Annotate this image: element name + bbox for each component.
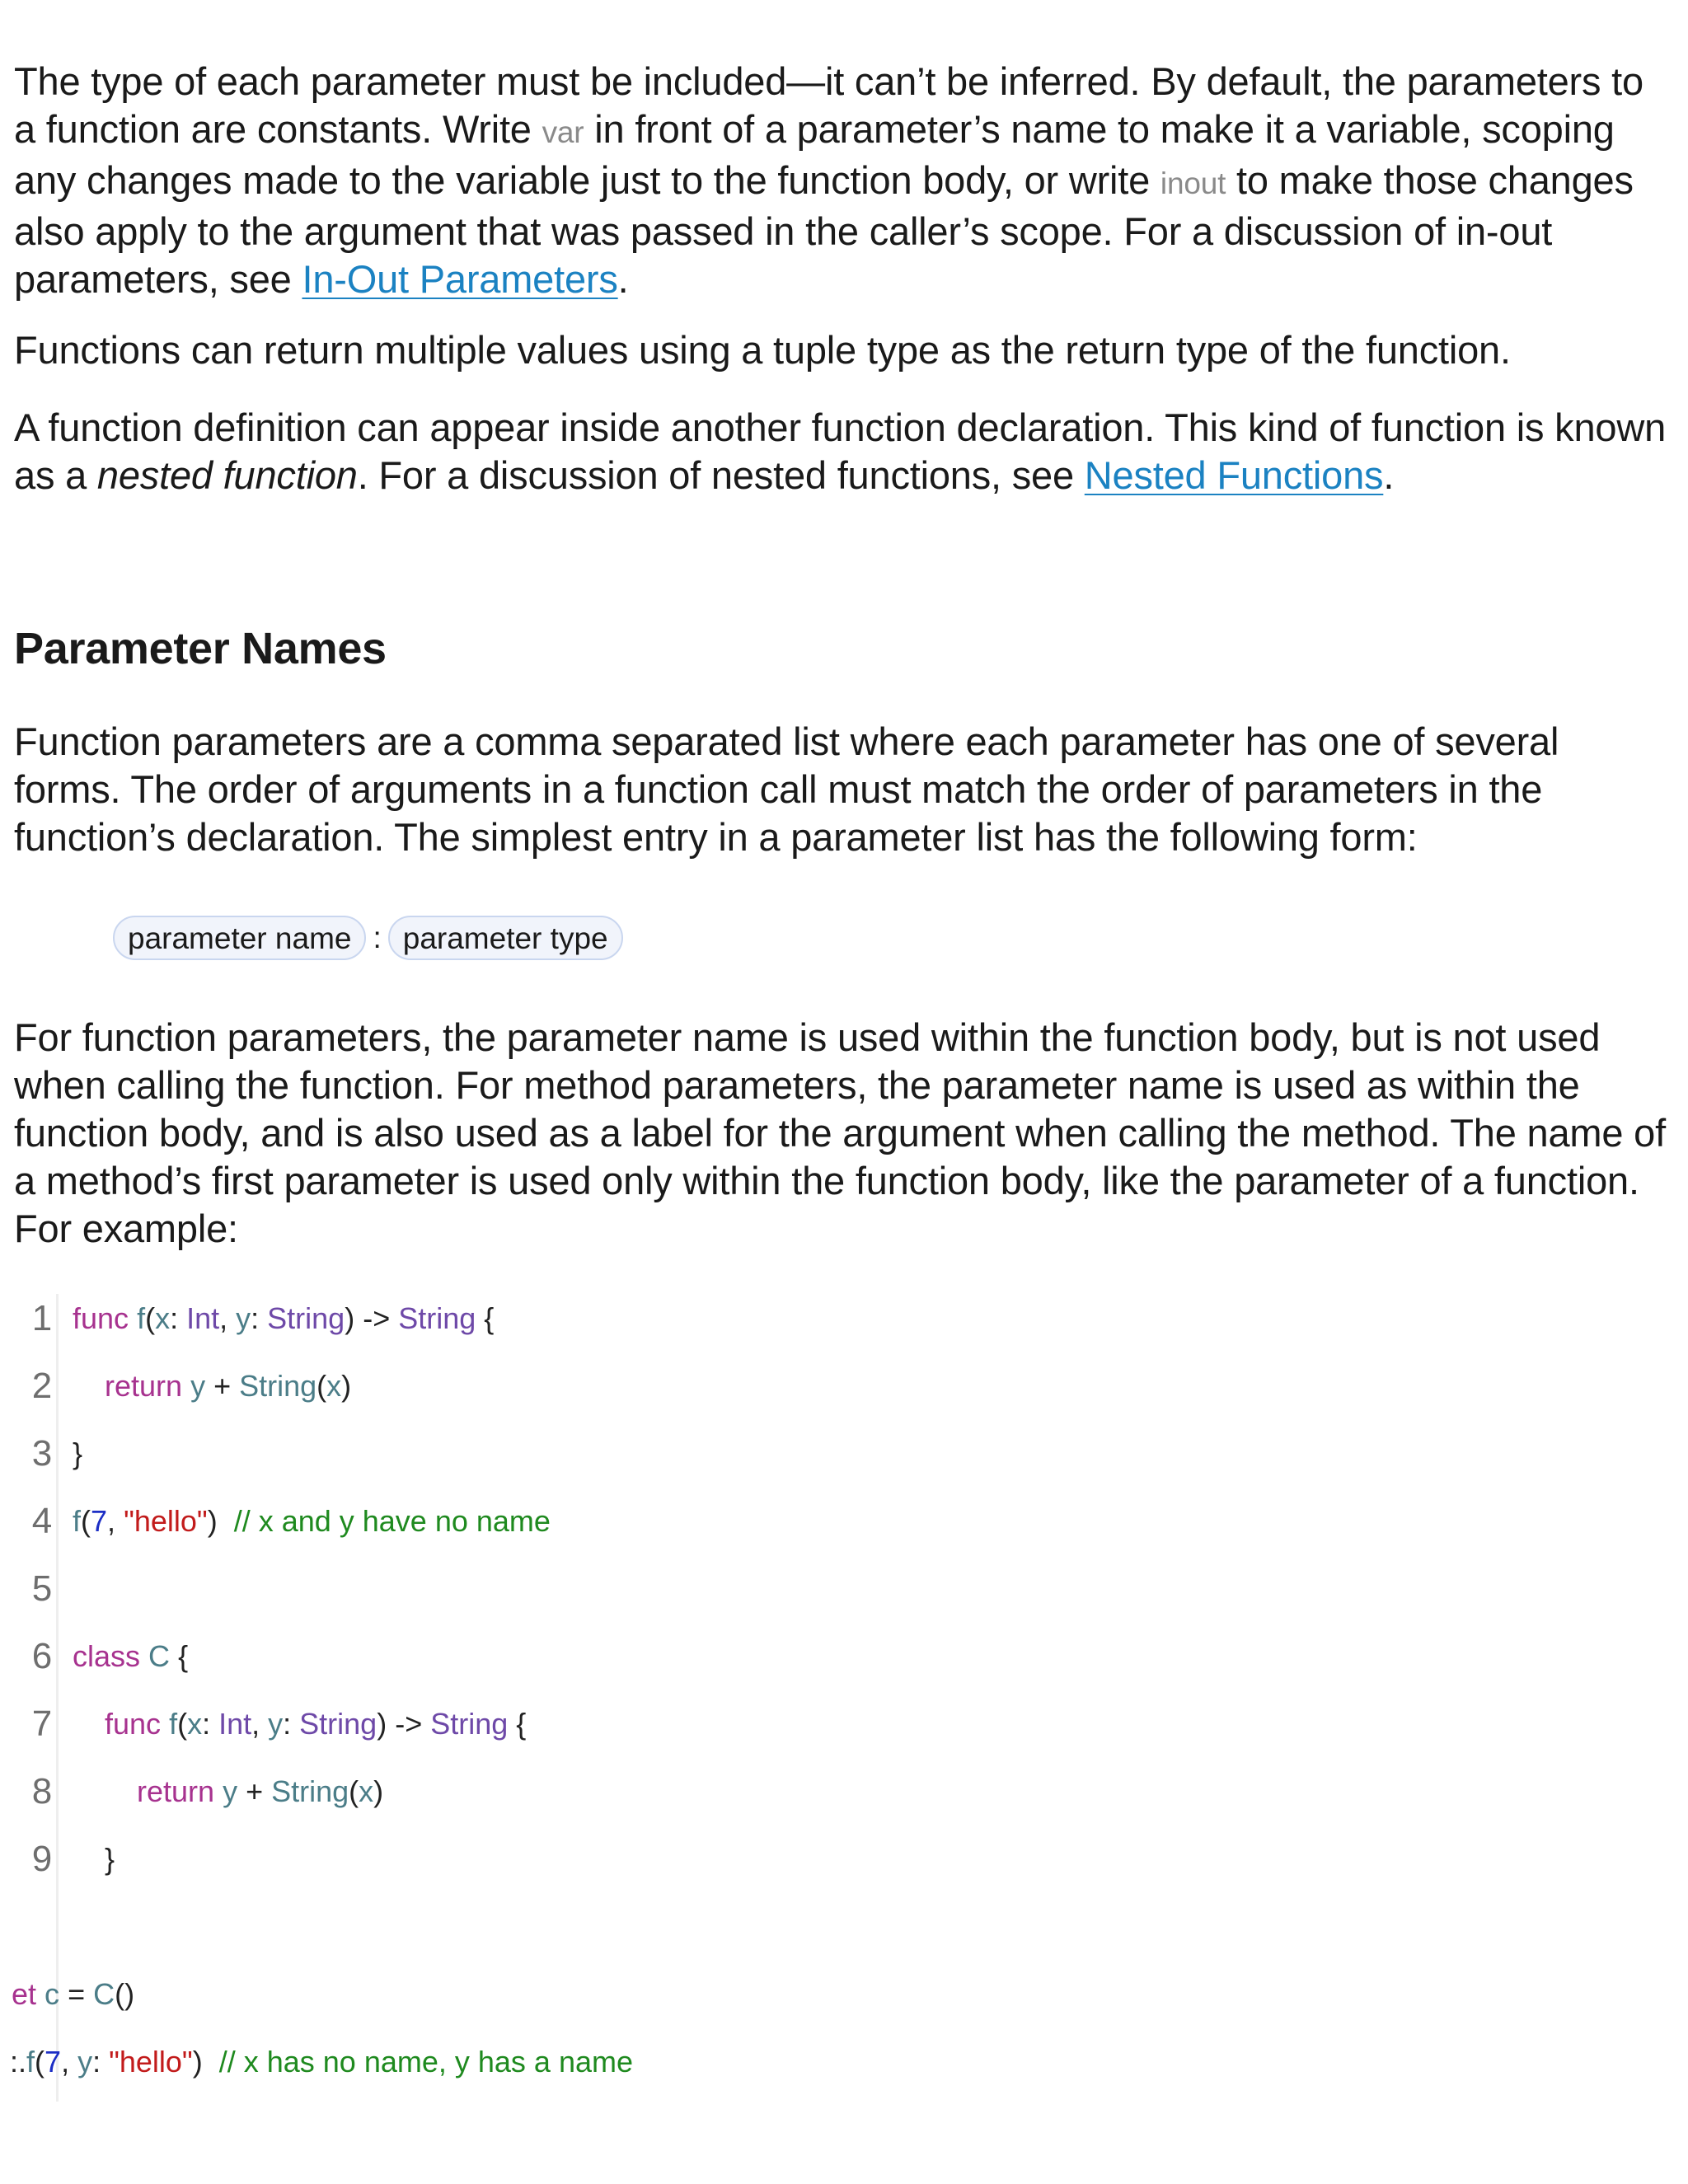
inline-code-var: var xyxy=(542,115,584,149)
code-line: func f(x: Int, y: String) -> String { xyxy=(73,1301,495,1335)
function-name: String xyxy=(271,1774,349,1808)
code-comment: // x and y have no name xyxy=(233,1504,551,1538)
class-name: C xyxy=(93,1977,115,2011)
code-line xyxy=(73,1632,188,1681)
punctuation: :. xyxy=(10,2045,27,2079)
line-number: 4 xyxy=(31,1501,53,1541)
identifier: y xyxy=(77,2045,93,2079)
line-number: 3 xyxy=(31,1433,53,1474)
operator: + xyxy=(213,1369,232,1403)
line-number: 1 xyxy=(31,1298,53,1338)
identifier: y xyxy=(268,1707,284,1741)
type-name: Int xyxy=(186,1301,220,1335)
code-line xyxy=(73,1429,82,1479)
code-listing xyxy=(0,1294,808,2118)
keyword: et xyxy=(12,1977,37,2011)
punctuation: { xyxy=(484,1301,495,1335)
function-name: f xyxy=(169,1707,178,1741)
syntax-parameter-name: parameter name xyxy=(113,916,366,960)
identifier: x xyxy=(326,1369,342,1403)
syntax-parameter-type: parameter type xyxy=(388,916,623,960)
line-number: 5 xyxy=(31,1568,53,1609)
section-heading: Parameter Names xyxy=(14,624,387,673)
string-literal: "hello" xyxy=(109,2045,193,2079)
paragraph-multiple-return-values: Functions can return multiple values using a tuple type as the return type of the function. xyxy=(14,328,1511,372)
line-number: 7 xyxy=(31,1704,53,1744)
number-literal: 7 xyxy=(91,1504,108,1538)
code-line: f(7, "hello") // x and y have no name xyxy=(73,1504,551,1538)
link-in-out-parameters[interactable]: In-Out Parameters xyxy=(302,257,618,301)
text: A function definition can appear inside another function declaration. This kind of function is known as a xyxy=(14,405,1667,497)
punctuation: { xyxy=(516,1707,527,1741)
line-number: 9 xyxy=(31,1839,53,1879)
code-comment: // x has no name, y has a name xyxy=(218,2045,633,2079)
keyword: func xyxy=(73,1301,129,1335)
identifier: x xyxy=(187,1707,203,1741)
line-number: 2 xyxy=(31,1366,53,1406)
line-number: 6 xyxy=(31,1636,53,1676)
paragraph-parameter-list-intro: Function parameters are a comma separated list where each parameter has one of several forms. The order of arguments in a function call must match the order of parameters in the function’s declaration. The simplest entry in a parameter list has the following form: xyxy=(14,719,1559,859)
line-number: 8 xyxy=(31,1771,53,1811)
function-name: f xyxy=(73,1504,82,1538)
code-line xyxy=(105,1835,115,1884)
punctuation: } xyxy=(105,1842,115,1876)
text: . xyxy=(1383,453,1395,497)
punctuation: { xyxy=(178,1639,189,1673)
punctuation: } xyxy=(73,1436,83,1470)
code-line: return y + String(x) xyxy=(105,1369,352,1403)
paragraph-nested-functions xyxy=(14,404,1671,499)
code-line: func f(x: Int, y: String) -> String { xyxy=(105,1707,527,1741)
identifier: y xyxy=(190,1369,206,1403)
type-name: String xyxy=(430,1707,509,1741)
operator: -> xyxy=(363,1301,391,1335)
type-name: String xyxy=(299,1707,377,1741)
type-name: String xyxy=(267,1301,345,1335)
operator: + xyxy=(246,1774,264,1808)
code-line-clipped: :.f(7, y: "hello") // x has no name, y has a name xyxy=(10,2045,633,2079)
function-name: f xyxy=(26,2045,35,2079)
operator: -> xyxy=(395,1707,423,1741)
text: in front of a parameter’s name to make it a variable, scoping any changes made to the variable just to the function body, or write xyxy=(14,107,1615,202)
function-name: f xyxy=(137,1301,146,1335)
paragraph-parameter-types xyxy=(14,58,1671,303)
link-nested-functions[interactable]: Nested Functions xyxy=(1084,453,1384,497)
keyword: class xyxy=(73,1639,141,1673)
operator: = xyxy=(68,1977,86,2011)
syntax-diagram xyxy=(113,915,623,961)
text: . xyxy=(617,257,629,301)
code-line-clipped: et c = C() xyxy=(12,1977,135,2011)
type-name: Int xyxy=(218,1707,252,1741)
keyword: return xyxy=(137,1774,215,1808)
string-literal: "hello" xyxy=(124,1504,208,1538)
identifier: y xyxy=(223,1774,238,1808)
identifier: x xyxy=(155,1301,171,1335)
identifier: c xyxy=(45,1977,60,2011)
inline-code-inout: inout xyxy=(1160,166,1226,200)
function-name: String xyxy=(239,1369,317,1403)
identifier: y xyxy=(236,1301,251,1335)
identifier: x xyxy=(359,1774,374,1808)
type-name: String xyxy=(398,1301,476,1335)
paragraph-parameter-name-usage: For function parameters, the parameter name is used within the function body, but is not used when calling the function. For method parameters, the parameter name is used as within the function body, and is also used as a label for the argument when calling the method. The name of a method’s first parameter is used only within the function body, like the parameter of a function. For example: xyxy=(14,1015,1666,1250)
text: to make those changes also apply to the argument that was passed in the caller’s scope. For a discussion of in-out parameters, see xyxy=(14,158,1634,301)
number-literal: 7 xyxy=(45,2045,62,2079)
keyword: return xyxy=(105,1369,183,1403)
text: . For a discussion of nested functions, see xyxy=(357,453,1085,497)
text: The type of each parameter must be included—it can’t be inferred. By default, the parameters to a function are constants. Write xyxy=(14,59,1643,151)
syntax-colon: : xyxy=(373,921,382,954)
keyword: func xyxy=(105,1707,162,1741)
emphasis-nested-function: nested function xyxy=(96,453,358,497)
code-line: return y + String(x) xyxy=(137,1774,384,1808)
class-name: C xyxy=(148,1639,171,1673)
